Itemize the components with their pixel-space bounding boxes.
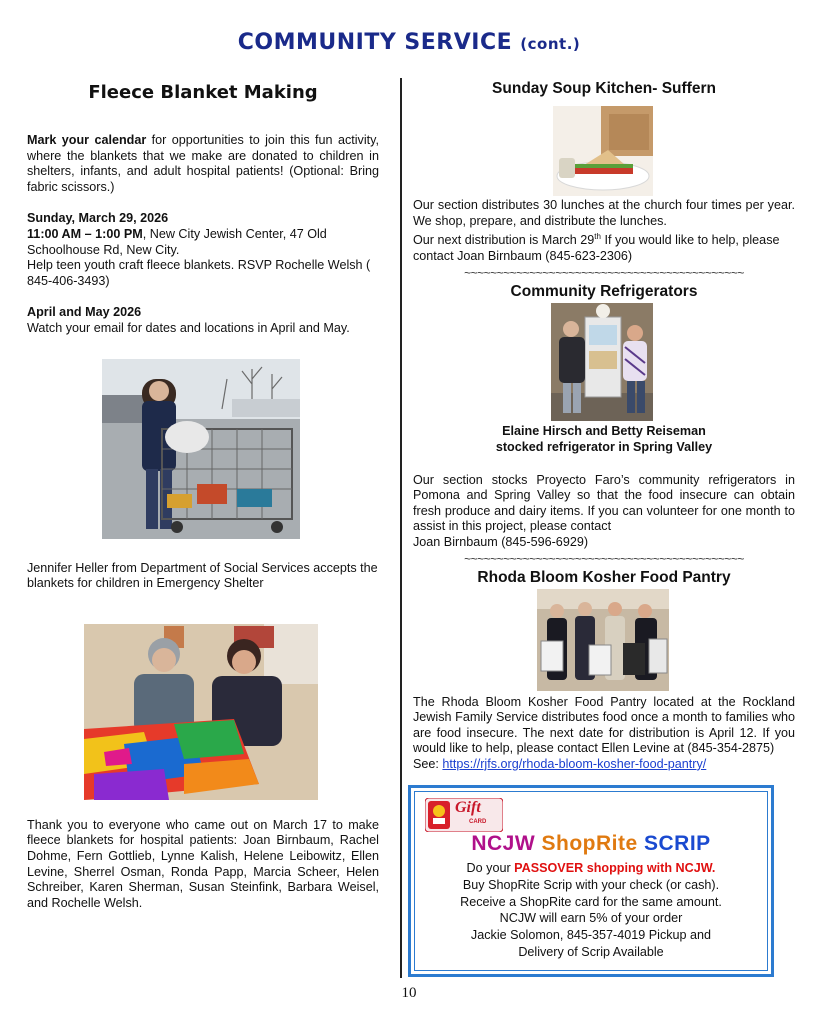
page-number: 10 <box>401 985 417 1001</box>
event2-detail: Watch your email for dates and locations in April and May. <box>27 320 350 335</box>
refrigerators-heading: Community Refrigerators <box>510 282 698 300</box>
scrip-line1a: Do your <box>466 861 515 875</box>
scrip-line5: Jackie Solomon, 845-357-4019 Pickup and <box>470 928 712 943</box>
soup-kitchen-text2 <box>413 229 795 264</box>
food-pantry-heading: Rhoda Bloom Kosher Food Pantry <box>477 568 731 586</box>
column-divider <box>400 78 402 978</box>
scrip-box <box>408 785 774 977</box>
fleece-intro <box>27 133 379 195</box>
event1 <box>27 211 379 289</box>
gift-card-logo <box>425 798 503 832</box>
gift-word: Gift <box>455 799 481 816</box>
soup-kitchen-text1: Our section distributes 30 lunches at the church four times per year. We shop, prepare, and distribute the lunches. <box>413 198 795 228</box>
scrip-passover: PASSOVER shopping with NCJW. <box>514 861 716 875</box>
fridge-caption <box>413 423 795 455</box>
photo-tie-dye-blanket <box>84 624 318 800</box>
soup-text2a: Our next distribution is March 29 <box>413 233 595 248</box>
event1-detail: Help teen youth craft fleece blankets. RSVP Rochelle Welsh ( 845-406-3493) <box>27 258 371 288</box>
pantry-link[interactable]: https://rjfs.org/rhoda-bloom-kosher-food-pantry/ <box>442 756 707 771</box>
photo-sandwich-lunch <box>553 106 653 196</box>
scrip-line4: NCJW will earn 5% of your order <box>499 911 683 926</box>
scrip-text <box>417 860 765 961</box>
scrip-title-ncjw: NCJW <box>471 832 542 855</box>
soup-text2b: If you would like to help, please contact Joan Birnbaum (845-623-2306) <box>413 233 780 263</box>
page-title <box>0 30 818 55</box>
scrip-title <box>441 832 741 856</box>
pantry-text: The Rhoda Bloom Kosher Food Pantry located at the Rockland Jewish Family Service distributes food once a month to families who are food insecure. The next date for distribution is April 12. If you would like to help, please contact Ellen Levine at (845-354-2875) <box>413 694 795 756</box>
event2 <box>27 305 379 336</box>
soup-kitchen-heading: Sunday Soup Kitchen- Suffern <box>492 80 716 97</box>
pantry-see-label: See: <box>413 756 443 771</box>
separator-2: ~~~~~~~~~~~~~~~~~~~~~~~~~~~~~~~~~~~~~~~~~~~ <box>464 552 744 565</box>
event2-date: April and May 2026 <box>27 305 142 320</box>
intro-rest: for opportunities to join this fun activity, where the blankets that we make are donated to children in shelters, infants, and adult hospital patients! (Optional: Bring fabric scissors.) <box>27 133 379 194</box>
right-column <box>413 78 795 773</box>
fridge-caption-line1: Elaine Hirsch and Betty Reiseman <box>502 423 706 438</box>
scrip-title-scrip: SCRIP <box>637 832 711 855</box>
fridge-text: Our section stocks Proyecto Faro’s community refrigerators in Pomona and Spring Valley so that the food insecure can obtain fresh produce and dairy items. If you can volunteer for one month to assist in this project, please contact <box>413 472 795 534</box>
event1-location: , New City Jewish Center, 47 Old Schoolhouse Rd, New City. <box>27 226 327 257</box>
photo-shopping-cart <box>102 359 300 539</box>
fridge-caption-line2: stocked refrigerator in Spring Valley <box>495 439 713 454</box>
scrip-line6: Delivery of Scrip Available <box>518 944 664 959</box>
fleece-heading: Fleece Blanket Making <box>88 82 318 103</box>
page-title-text: COMMUNITY SERVICE <box>237 30 513 55</box>
scrip-line3: Receive a ShopRite card for the same amount. <box>460 894 722 909</box>
photo1-caption: Jennifer Heller from Department of Social Services accepts the blankets for children in Emergency Shelter <box>27 560 378 591</box>
scrip-title-shoprite: ShopRite <box>541 832 638 855</box>
photo-food-pantry <box>537 589 669 691</box>
intro-bold: Mark your calendar <box>27 133 147 147</box>
page-title-suffix: (cont.) <box>520 35 581 53</box>
event1-date: Sunday, March 29, 2026 <box>27 211 169 226</box>
thank-you-text: Thank you to everyone who came out on March 17 to make fleece blankets for hospital patients: Joan Birnbaum, Rachel Dohme, Fern Gottlieb, Lynne Kalish, Helene Leibowitz, Ellen Levine, Sherrel Osman, Ronda Papp, Marcia Scheer, Helen Schreiber, Karen Sherman, Susan Steinfink, Barbara Weisel, and Rochelle Welsh. <box>27 817 379 910</box>
event1-time: 11:00 AM – 1:00 PM <box>27 226 143 241</box>
separator-1: ~~~~~~~~~~~~~~~~~~~~~~~~~~~~~~~~~~~~~~~~~~~ <box>464 266 744 279</box>
card-word: CARD <box>469 819 487 825</box>
photo-community-refrigerator <box>551 303 653 421</box>
fridge-contact: Joan Birnbaum (845-596-6929) <box>413 534 589 549</box>
soup-text2-sup: th <box>594 232 601 242</box>
scrip-line2: Buy ShopRite Scrip with your check (or cash). <box>462 877 720 892</box>
left-column <box>27 80 379 911</box>
pantry-see-line <box>413 757 795 773</box>
scrip-line1 <box>417 860 765 877</box>
